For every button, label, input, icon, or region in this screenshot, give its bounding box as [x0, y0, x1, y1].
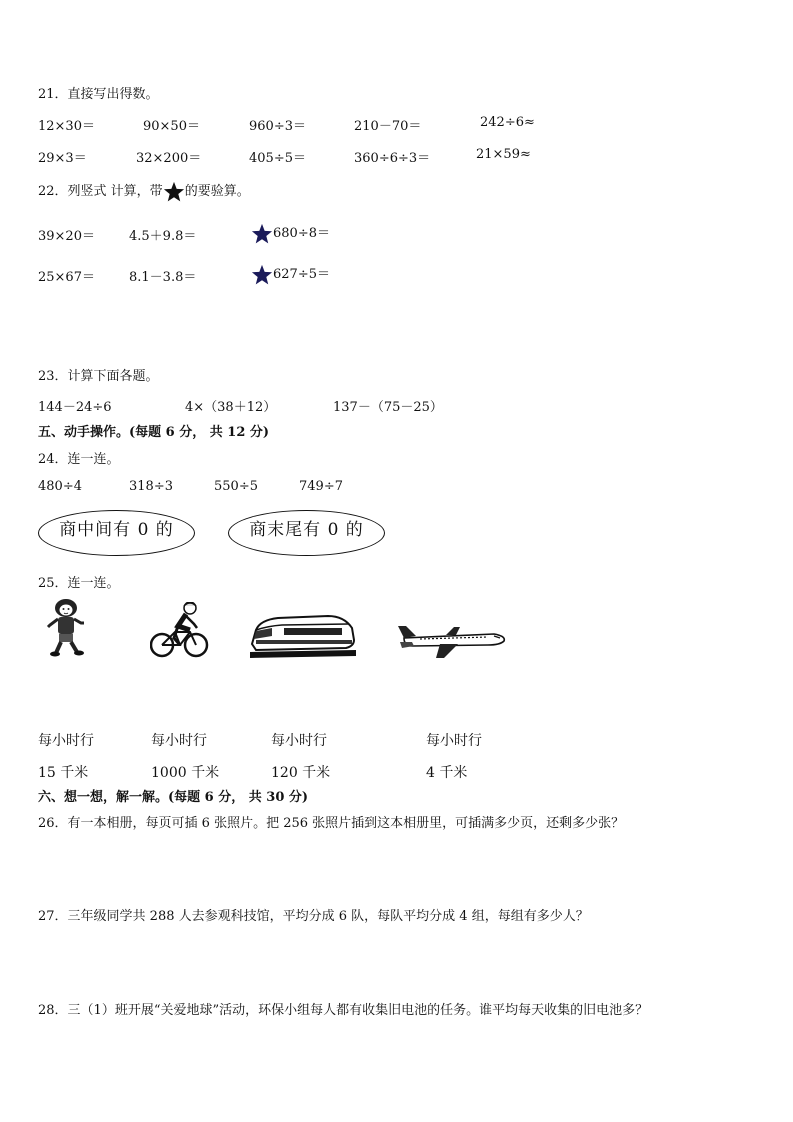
q23-item-3: 137－（75－25）	[333, 400, 443, 415]
q22-title-before: 22．列竖式 计算，带	[38, 184, 163, 199]
q22-r2-c1: 25×67＝	[38, 270, 95, 285]
oval-end-zero-label: 商末尾有 0 的	[249, 520, 364, 540]
q24-item-2: 318÷3	[129, 479, 173, 494]
oval-middle-zero[interactable]	[38, 510, 195, 556]
q21-r2-c4: 360÷6÷3＝	[354, 151, 431, 166]
q22-r2-c2: 8.1－3.8＝	[129, 270, 197, 285]
q22-title	[38, 180, 250, 203]
oval-middle-zero-label: 商中间有 0 的	[59, 520, 174, 540]
q23-title: 23．计算下面各题。	[38, 369, 159, 384]
q21-r2-c3: 405÷5＝	[249, 151, 306, 166]
speed-label-1: 每小时行	[38, 733, 94, 749]
q24-item-3: 550÷5	[214, 479, 258, 494]
q24-item-1: 480÷4	[38, 479, 82, 494]
q25-title: 25．连一连。	[38, 576, 120, 591]
q21-r2-c5: 21×59≈	[476, 147, 531, 162]
q23-item-1: 144－24÷6	[38, 400, 112, 415]
q21-title: 21．直接写出得数。	[38, 87, 159, 102]
train-icon[interactable]	[248, 612, 358, 660]
q22-r1-c3: 680÷8＝	[273, 226, 330, 241]
speed-label-4: 每小时行	[426, 733, 482, 749]
black-star-icon	[251, 264, 273, 286]
q24-item-4: 749÷7	[299, 479, 343, 494]
q22-r1-c1: 39×20＝	[38, 229, 95, 244]
q24-title: 24．连一连。	[38, 452, 120, 467]
black-star-icon	[163, 181, 185, 203]
speed-value-3[interactable]: 120 千米	[271, 765, 331, 781]
speed-value-2[interactable]: 1000 千米	[151, 765, 220, 781]
airplane-icon[interactable]	[396, 620, 508, 662]
section-5-title: 五、动手操作。(每题 6 分， 共 12 分)	[38, 425, 270, 440]
q21-r1-c1: 12×30＝	[38, 119, 95, 134]
q22-r1-c3-wrap	[251, 222, 330, 245]
person-walking-icon[interactable]	[44, 597, 88, 657]
q22-r2-c3-wrap	[251, 263, 330, 286]
q27-text: 27．三年级同学共 288 人去参观科技馆，平均分成 6 队，每队平均分成 4 组，每组有多少人？	[38, 909, 589, 924]
q21-r2-c1: 29×3＝	[38, 151, 87, 166]
black-star-icon	[251, 223, 273, 245]
q26-text: 26．有一本相册，每页可插 6 张照片。把 256 张照片插到这本相册里，可插满多少页，还剩多少张？	[38, 816, 625, 831]
q21-r2-c2: 32×200＝	[136, 151, 202, 166]
q21-r1-c4: 210－70＝	[354, 119, 422, 134]
q21-r1-c5: 242÷6≈	[480, 115, 535, 130]
q21-r1-c3: 960÷3＝	[249, 119, 306, 134]
cyclist-icon[interactable]	[150, 602, 210, 660]
q22-title-after: 的要验算。	[184, 184, 250, 199]
speed-value-1[interactable]: 15 千米	[38, 765, 89, 781]
q28-text: 28．三（1）班开展“关爱地球”活动，环保小组每人都有收集旧电池的任务。谁平均每天收集的旧电池多？	[38, 1003, 649, 1018]
section-6-title: 六、想一想，解一解。(每题 6 分， 共 30 分)	[38, 790, 309, 805]
speed-label-3: 每小时行	[271, 733, 327, 749]
oval-end-zero[interactable]	[228, 510, 385, 556]
speed-value-4[interactable]: 4 千米	[426, 765, 468, 781]
q21-r1-c2: 90×50＝	[143, 119, 200, 134]
q22-r2-c3: 627÷5＝	[273, 267, 330, 282]
speed-label-2: 每小时行	[151, 733, 207, 749]
q23-item-2: 4×（38＋12）	[185, 400, 277, 415]
q22-r1-c2: 4.5＋9.8＝	[129, 229, 197, 244]
